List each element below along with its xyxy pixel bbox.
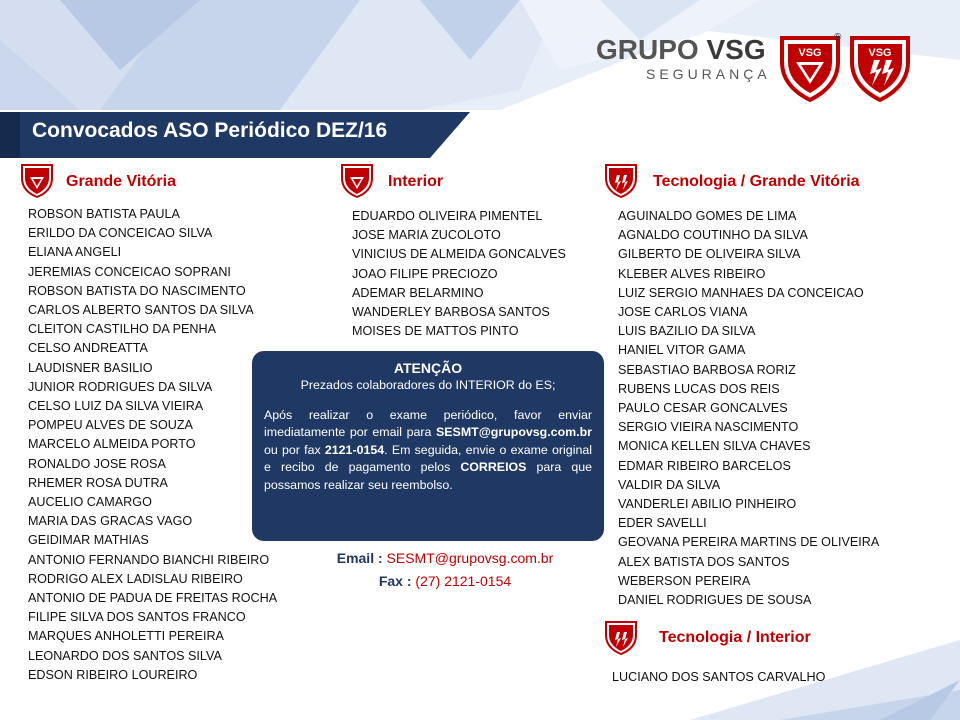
section-heading-tecnologia-interior: Tecnologia / Interior	[659, 629, 811, 646]
contact-fax	[300, 573, 590, 589]
section-heading-grande-vitoria: Grande Vitória	[66, 173, 176, 190]
list-item: SEBASTIAO BARBOSA RORIZ	[618, 362, 796, 377]
notice-text: ou por fax	[264, 442, 325, 457]
notice-text: para que possamos realizar seu reembolso.	[264, 460, 593, 492]
list-item: MARQUES ANHOLETTI PEREIRA	[28, 629, 224, 644]
list-item: JOAO FILIPE PRECIOZO	[352, 266, 498, 281]
brand-logo	[596, 36, 771, 82]
list-item: WEBERSON PEREIRA	[618, 573, 751, 588]
list-item: MARCELO ALMEIDA PORTO	[28, 437, 196, 452]
list-item: MONICA KELLEN SILVA CHAVES	[618, 439, 811, 454]
grande-vitoria-list	[28, 205, 277, 685]
svg-text:VSG: VSG	[798, 47, 822, 59]
list-item: LEONARDO DOS SANTOS SILVA	[28, 648, 222, 663]
section-heading-interior: Interior	[388, 173, 444, 190]
email-label: Email :	[336, 550, 387, 566]
vsg-shield-logo-icon	[778, 34, 842, 102]
notice-correios: CORREIOS	[460, 460, 527, 474]
list-item: GEOVANA PEREIRA MARTINS DE OLIVEIRA	[618, 535, 880, 550]
list-item: LUCIANO DOS SANTOS CARVALHO	[612, 670, 826, 684]
vsg-tecnologia-shield-icon	[604, 620, 638, 656]
list-item: MOISES DE MATTOS PINTO	[352, 324, 519, 339]
list-item: AGNALDO COUTINHO DA SILVA	[618, 228, 808, 243]
list-item: ELIANA ANGELI	[28, 245, 122, 260]
list-item: FILIPE SILVA DOS SANTOS FRANCO	[28, 610, 246, 625]
tecnologia-grande-vitoria-list	[618, 207, 879, 610]
notice-fax: 2121-0154	[324, 442, 385, 457]
list-item: JEREMIAS CONCEICAO SOPRANI	[28, 264, 231, 279]
list-item: ALEX BATISTA DOS SANTOS	[618, 554, 790, 569]
list-item: MARIA DAS GRACAS VAGO	[28, 514, 193, 529]
notice-text: Em seguida, envie o exame original e recibo de pagamento pelos	[264, 442, 592, 474]
registered-mark: ®	[834, 32, 842, 43]
list-item: RONALDO JOSE ROSA	[28, 456, 166, 471]
fax-value: (27) 2121-0154	[415, 573, 512, 589]
svg-text:VSG: VSG	[868, 47, 892, 59]
list-item: ANTONIO FERNANDO BIANCHI RIBEIRO	[28, 552, 270, 567]
notice-email: SESMT@grupovsg.com.br	[436, 425, 592, 439]
list-item: ERILDO DA CONCEICAO SILVA	[28, 226, 213, 241]
brand-tagline: SEGURANÇA	[646, 66, 771, 82]
page-title: Convocados ASO Periódico DEZ/16	[32, 119, 388, 142]
list-item: RHEMER ROSA DUTRA	[28, 475, 168, 490]
notice-subtitle: Prezados colaboradores do INTERIOR do ES;	[300, 378, 556, 392]
list-item: ROBSON BATISTA PAULA	[28, 207, 180, 221]
list-item: LUIS BAZILIO DA SILVA	[618, 324, 756, 339]
section-heading-tecnologia-grande-vitoria: Tecnologia / Grande Vitória	[653, 173, 860, 190]
list-item: JUNIOR RODRIGUES DA SILVA	[28, 379, 213, 394]
list-item: GEIDIMAR MATHIAS	[28, 533, 149, 548]
vsg-tecnologia-shield-icon	[604, 163, 638, 199]
list-item: SERGIO VIEIRA NASCIMENTO	[618, 420, 799, 435]
list-item: ADEMAR BELARMINO	[352, 285, 484, 300]
tecnologia-interior-list	[612, 668, 825, 687]
list-item: DANIEL RODRIGUES DE SOUSA	[618, 593, 812, 608]
list-item: EDUARDO OLIVEIRA PIMENTEL	[352, 209, 543, 223]
vsg-tecnologia-shield-icon	[848, 34, 912, 102]
list-item: GILBERTO DE OLIVEIRA SILVA	[618, 247, 801, 262]
list-item: AUCELIO CAMARGO	[28, 495, 152, 510]
list-item: CLEITON CASTILHO DA PENHA	[28, 322, 217, 337]
list-item: KLEBER ALVES RIBEIRO	[618, 266, 766, 281]
list-item: ANTONIO DE PADUA DE FREITAS ROCHA	[28, 591, 278, 606]
attention-notice	[252, 351, 604, 541]
list-item: WANDERLEY BARBOSA SANTOS	[352, 305, 550, 320]
list-item: VALDIR DA SILVA	[618, 477, 721, 492]
vsg-shield-icon	[340, 163, 374, 199]
list-item: POMPEU ALVES DE SOUZA	[28, 418, 193, 433]
contact-email	[300, 550, 590, 566]
list-item: VANDERLEI ABILIO PINHEIRO	[618, 497, 797, 512]
list-item: JOSE CARLOS VIANA	[618, 305, 748, 320]
notice-body	[264, 407, 592, 495]
notice-text: .	[384, 442, 388, 457]
list-item: LUIZ SERGIO MANHAES DA CONCEICAO	[618, 285, 864, 300]
vsg-shield-icon	[20, 163, 54, 199]
list-item: PAULO CESAR GONCALVES	[618, 401, 788, 416]
notice-title: ATENÇÃO	[393, 360, 463, 376]
list-item: EDER SAVELLI	[618, 516, 707, 531]
list-item: HANIEL VITOR GAMA	[618, 343, 746, 358]
list-item: RODRIGO ALEX LADISLAU RIBEIRO	[28, 571, 243, 586]
notice-text: Após realizar o exame periódico, favor enviar imediatamente por email para	[264, 407, 592, 439]
interior-list	[352, 207, 566, 341]
fax-label: Fax :	[378, 573, 416, 589]
list-item: RUBENS LUCAS DOS REIS	[618, 381, 780, 396]
list-item: CARLOS ALBERTO SANTOS DA SILVA	[28, 303, 254, 318]
list-item: JOSE MARIA ZUCOLOTO	[352, 228, 501, 243]
email-link[interactable]: SESMT@grupovsg.com.br	[386, 550, 554, 566]
list-item: EDMAR RIBEIRO BARCELOS	[618, 458, 791, 473]
list-item: LAUDISNER BASILIO	[28, 360, 153, 375]
list-item: CELSO ANDREATTA	[28, 341, 148, 356]
list-item: AGUINALDO GOMES DE LIMA	[618, 209, 797, 223]
list-item: ROBSON BATISTA DO NASCIMENTO	[28, 283, 246, 298]
list-item: EDSON RIBEIRO LOUREIRO	[28, 667, 198, 682]
list-item: CELSO LUIZ DA SILVA VIEIRA	[28, 399, 204, 414]
brand-name: GRUPO VSG	[596, 34, 766, 65]
list-item: VINICIUS DE ALMEIDA GONCALVES	[352, 247, 566, 262]
